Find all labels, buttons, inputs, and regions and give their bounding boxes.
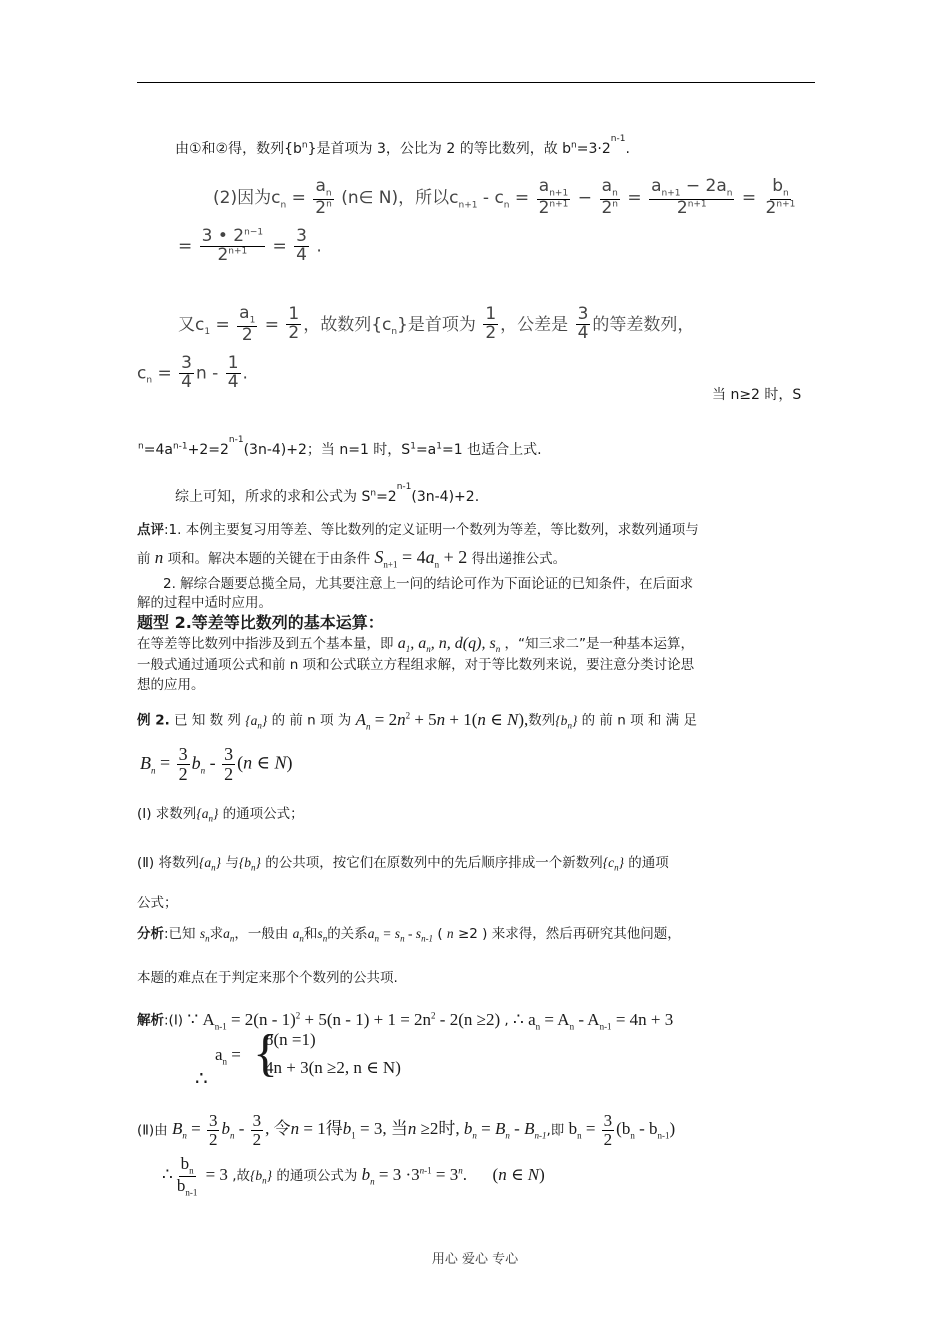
text: n bbox=[571, 140, 577, 151]
text: =2 bbox=[376, 489, 397, 505]
text: =a bbox=[415, 442, 437, 458]
text: :已知 bbox=[164, 926, 196, 942]
text: 数列 bbox=[528, 712, 556, 729]
text: =1 也适合上式. bbox=[441, 442, 542, 458]
text: 4 bbox=[296, 244, 307, 265]
text: 又 bbox=[178, 314, 195, 335]
when-text: 当 n≥2 时，S bbox=[712, 387, 802, 403]
comment-line-1 bbox=[137, 520, 699, 541]
comment-line-4: 解的过程中适时应用。 bbox=[137, 595, 272, 611]
equation-cn-difference: (2)因为$c_n$ = $\frac{a_n}{2^n}$ (n∈ N)，所以$c_{n+1} - c_n$ = $\frac{a_{n+1}}{2^{n+1}}$ − $\frac{a_n}{2^n}$ = $\frac{a_{n+1} - 2a_n}{2^{n+1}}$ = $\frac{b_n}{2^{n+1}}$ bbox=[213, 176, 796, 218]
text: 的 前 n 项 和 满 足 bbox=[581, 712, 697, 729]
text: 在等差等比数列中指涉及到五个基本量，即 bbox=[137, 636, 394, 652]
question-2: (Ⅱ) 将数列$\{a_n\}$ 与$\{b_n\}$ 的公共项，按它们在原数列中的先后顺序排成一个新数列$\{c_n\}$ 的通项 bbox=[137, 855, 669, 873]
text: ，“知三求二”是一种基本运算， bbox=[504, 636, 694, 652]
text: 综上可知，所求的求和公式为 S bbox=[175, 489, 371, 505]
text: 的通项公式为 bbox=[276, 1168, 358, 1185]
page-footer: 用心 爱心 专心 bbox=[431, 1252, 519, 1267]
text: ，一般由 bbox=[234, 926, 289, 942]
text: 由①和②得，数列{b bbox=[175, 141, 302, 157]
equation-cn: $c_n$ = $\frac{3}{4}$ n - $\frac{1}{4}$ . bbox=[137, 353, 248, 392]
comment-line-3: 2. 解综合题要总揽全局，尤其要注意上一问的结论可作为下面论证的已知条件，在后面求 bbox=[163, 576, 694, 592]
text: (Ⅰ) 求数列 bbox=[137, 806, 197, 822]
text: (Ⅱ)由 bbox=[137, 1122, 168, 1139]
text: 的通项公式； bbox=[222, 806, 304, 822]
text: 分析 bbox=[137, 926, 164, 942]
solution-part-3: ∴ $\frac{b_n}{b_{n-1}}$ = 3 ,故$\{b_n\}$ 的通项公式为 $b_n = 3 \cdot 3^{n-1} = 3^n$. (n ∈ N) bbox=[162, 1154, 545, 1198]
text: :(Ⅰ) bbox=[164, 1012, 184, 1029]
text: ，故数列{c bbox=[303, 314, 392, 335]
solution-part-2: (Ⅱ)由 $B_n$ = $\frac{3}{2}$ $b_n$ - $\frac{3}{2}$ , 令n = 1得$b_1 = 3$, 当n ≥2时, $b_n = B_n - B_{n-1}$,即 $b_n$ = $\frac{3}{2}$ $(b_n - b_{n-1})$ bbox=[137, 1111, 676, 1149]
example-2: 例 2. 已 知 数 列 $\{a_n\}$ 的 前 n 项 为 $A_n = 2n^2 + 5n + 1(n$ ∈ N),数列$\{b_n\}$ 的 前 n 项 和 满 足 bbox=[137, 709, 697, 732]
equation-Bn: $B_n$ = $\frac{3}{2}$ $b_n$ - $\frac{3}{2}$ (n ∈ N) bbox=[140, 744, 293, 784]
text: 的等差数列， bbox=[592, 314, 695, 335]
analysis-cont: 本题的难点在于判定来那个个数列的公共项. bbox=[137, 970, 398, 986]
line-derivation-1 bbox=[175, 134, 630, 158]
equation-ratio: = $\frac{3 • 2^{n-1}}{2^{n+1}}$ = $\frac{3}{4}$ . bbox=[178, 226, 322, 265]
header-rule bbox=[137, 82, 815, 83]
question-2-cont: 公式； bbox=[137, 895, 178, 911]
text: ,即 bbox=[546, 1122, 565, 1139]
text: ，公差是 bbox=[500, 314, 569, 335]
text: 已 知 数 列 bbox=[174, 712, 241, 729]
text: (3n-4)+2. bbox=[411, 489, 480, 505]
summary: 综上可知，所求的求和公式为 $S^n=2^{n-1}(3n-4)+2$. bbox=[175, 482, 480, 505]
text: =4a bbox=[143, 442, 173, 458]
text: +2=2 bbox=[187, 442, 229, 458]
text: 前 bbox=[137, 551, 151, 567]
text: 3 bbox=[296, 226, 307, 246]
text: 4n + 3(n ≥2, n ∈ N) bbox=[265, 1058, 401, 1077]
text: (n∈ N)，所以 bbox=[341, 187, 450, 208]
text: 的 前 n 项 为 bbox=[271, 712, 352, 729]
equation-c1: 又$c_1$ = $\frac{a_1}{2}$ = $\frac{1}{2}$ ，故数列$\{c_n\}$是首项为 $\frac{1}{2}$ ，公差是 $\frac{3}{4}$ 的等差数列， bbox=[178, 303, 695, 345]
comment-line-2: 前 n 项和。解决本题的关键在于由条件 $S_{n+1} = 4a_n + 2$ 得出递推公式。 bbox=[137, 547, 567, 570]
text: 8(n =1) bbox=[265, 1030, 316, 1049]
analysis: 分析:已知 $s_n$求$a_n$，一般由 $a_n$和$s_n$的关系$a_n = s_n - s_{n-1}$ ( n ≥2 ) 来求得，然后再研究其他问题， bbox=[137, 926, 681, 944]
section-para-3: 想的应用。 bbox=[137, 677, 205, 693]
text: }是首项为 bbox=[397, 314, 476, 335]
text: 点评 bbox=[137, 522, 164, 538]
text: n-1 bbox=[610, 134, 626, 145]
solution-part-1: 解析:(Ⅰ) ∵ $A_{n-1} = 2(n - 1)^2 + 5(n - 1) + 1 = 2n^2 - 2(n \ge 2)$ , ∴ $a_n = A_n - A_{n-1} = 4n + 3$ bbox=[137, 1009, 674, 1032]
text: ,故 bbox=[232, 1168, 251, 1185]
text: n bbox=[301, 140, 308, 151]
text: (Ⅱ) 将数列 bbox=[137, 855, 199, 871]
section-para-1: 在等差等比数列中指涉及到五个基本量，即 $a_1$, $a_n$, n, d(q), $s_n$ ，“知三求二”是一种基本运算， bbox=[137, 635, 694, 655]
text: 与 bbox=[225, 855, 239, 871]
sn-line: $^n=4a^{n-1}+2=2^{n-1}(3n-4)+2$；当 n=1 时，$S^1=a^1=1$ 也适合上式. bbox=[138, 435, 542, 458]
text: 项和。解决本题的关键在于由条件 bbox=[167, 551, 371, 567]
section-para-2: 一般式通过通项公式和前 n 项和公式联立方程组求解，对于等比数列来说，要注意分类讨论思 bbox=[137, 657, 695, 673]
text: 解析 bbox=[137, 1012, 164, 1029]
text: 例 2. bbox=[137, 712, 170, 729]
text: =3·2 bbox=[576, 141, 611, 157]
text: (3n-4)+2；当 n=1 时，S bbox=[243, 442, 411, 458]
section-title: 题型 2.等差等比数列的基本运算： bbox=[137, 613, 384, 632]
text: 的公共项，按它们在原数列中的先后顺序排成一个新数列 bbox=[265, 855, 603, 871]
text: 的通项 bbox=[628, 855, 669, 871]
text: . bbox=[625, 141, 630, 157]
text: (2)因为 bbox=[213, 187, 272, 208]
text: 来求得，然后再研究其他问题， bbox=[491, 926, 681, 942]
text: 得出递推公式。 bbox=[471, 551, 567, 567]
text: :1. 本例主要复习用等差、等比数列的定义证明一个数列为等差，等比数列，求数列通项与 bbox=[164, 522, 699, 538]
question-1: (Ⅰ) 求数列$\{a_n\}$ 的通项公式； bbox=[137, 806, 304, 824]
text: }是首项为 3，公比为 2 的等比数列，故 b bbox=[307, 141, 572, 157]
